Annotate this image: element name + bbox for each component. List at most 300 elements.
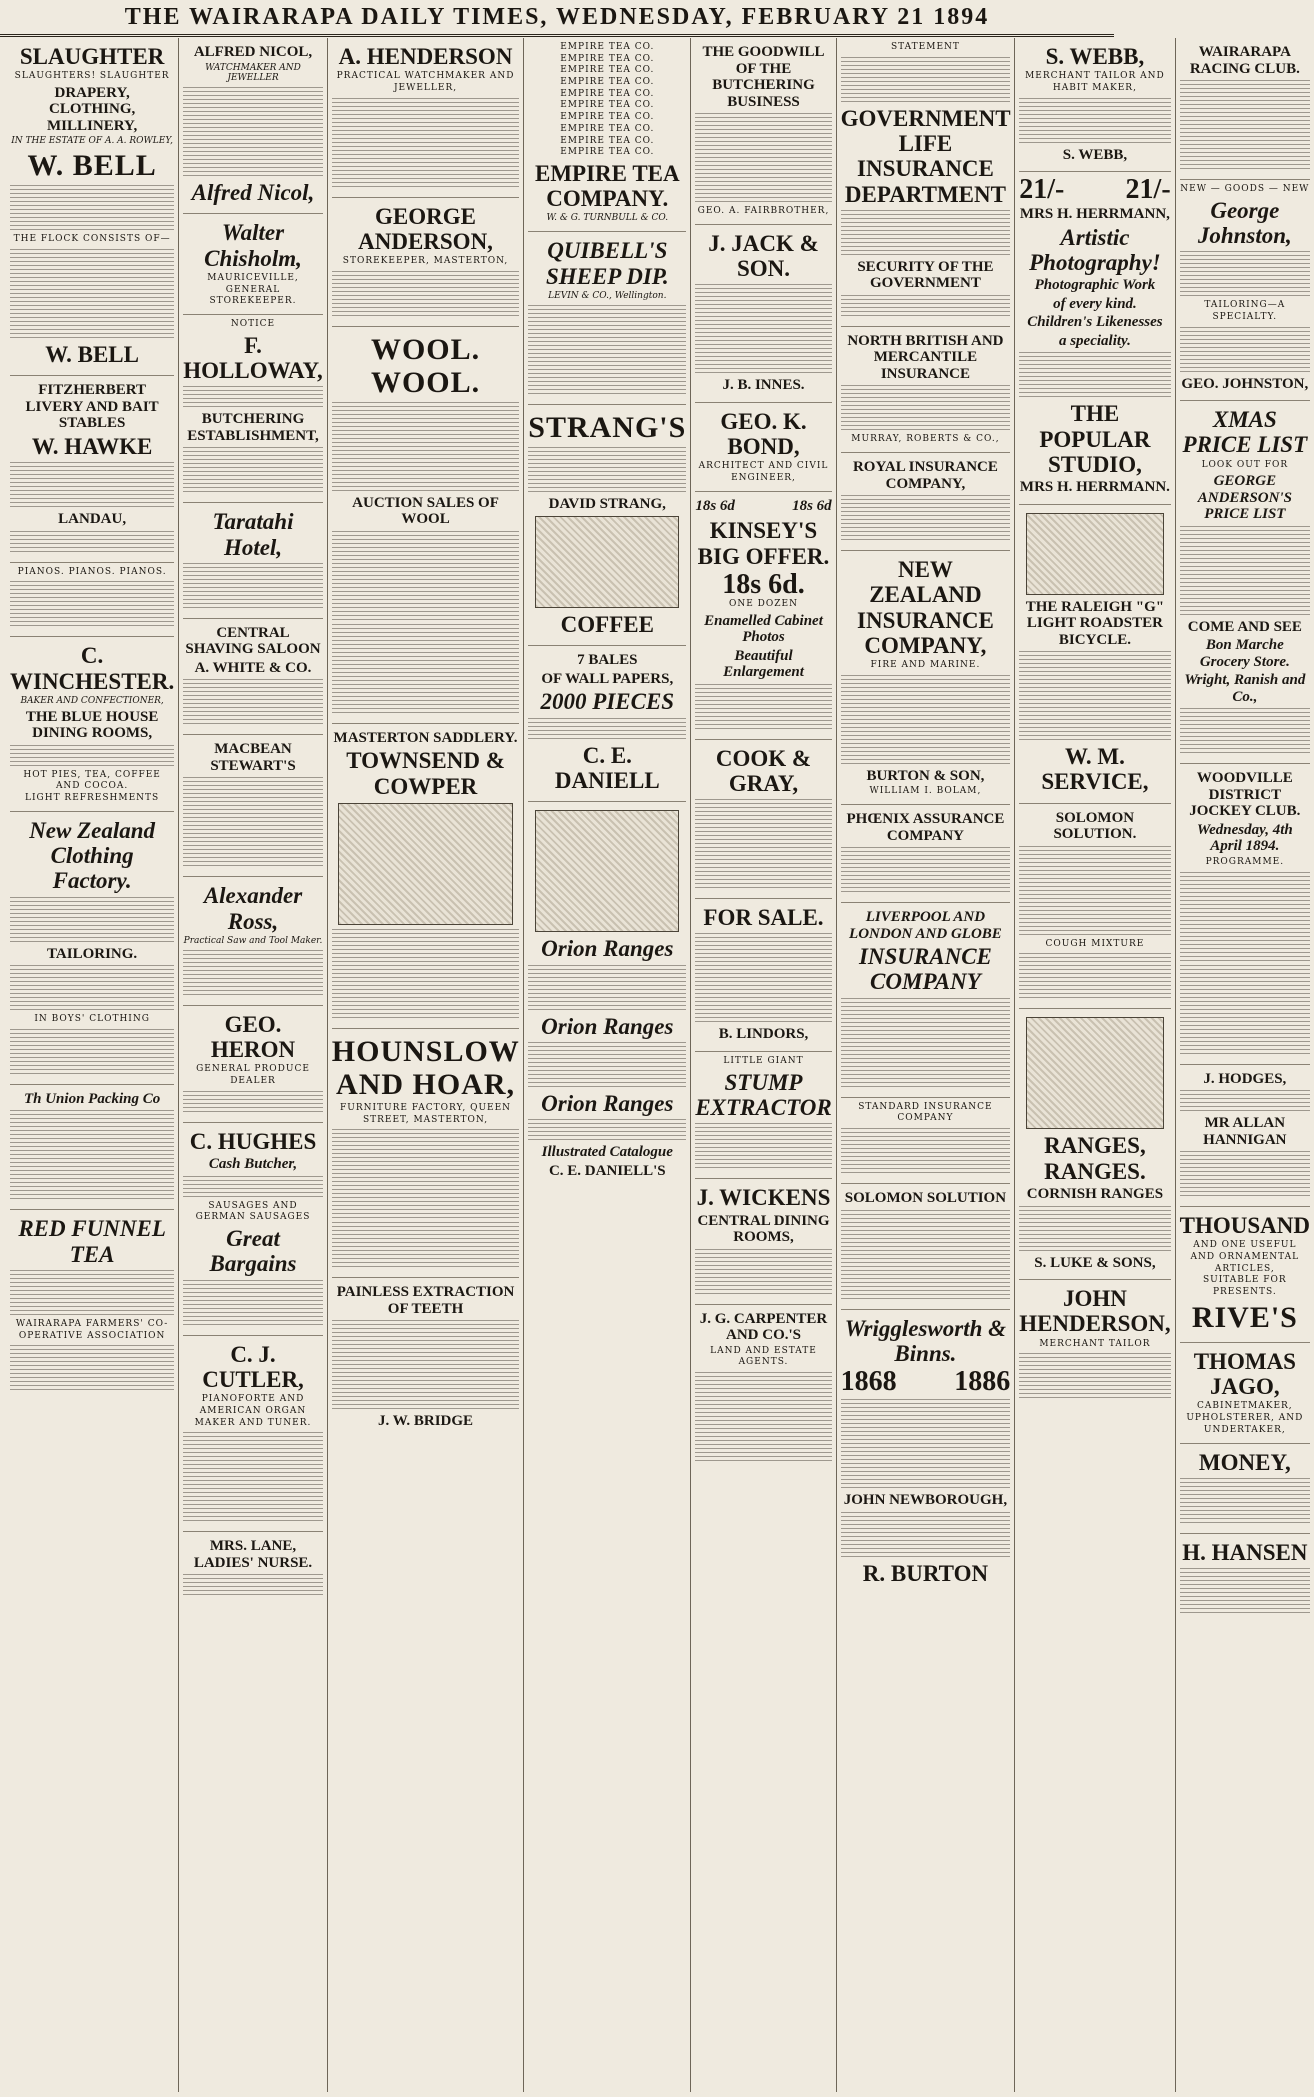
wickens-ad (695, 1179, 831, 1304)
strangs-heading: STRANG'S (528, 410, 687, 444)
range-ad (528, 802, 686, 1187)
flock-heading: THE FLOCK CONSISTS OF— (13, 234, 171, 245)
range-illustration (535, 810, 679, 932)
saddle-illustration (338, 803, 513, 925)
bond-ad (695, 403, 831, 492)
empire-sub: W. & G. TURNBULL & CO. (546, 213, 669, 224)
ad-text (841, 57, 1011, 103)
ad-text (1019, 1206, 1170, 1252)
nicol-signature: Alfred Nicol, (191, 180, 315, 206)
ad-text (183, 447, 323, 493)
column-3 (328, 38, 525, 2092)
enlargement-heading: Beautiful Enlargement (723, 647, 804, 681)
john-henderson-ad (1019, 1280, 1170, 1408)
painless-heading: PAINLESS EXTRACTION OF TEETH (336, 1284, 515, 1317)
ad-text (528, 1042, 686, 1088)
ad-text (183, 950, 323, 996)
liverpool-ad (841, 903, 1011, 1098)
auction-heading: AUCTION SALES OF WOOL (352, 494, 499, 528)
chisholm-sub: MAURICEVILLE, GENERAL STOREKEEPER. (207, 272, 299, 307)
cutler-sub: PIANOFORTE AND AMERICAN ORGAN MAKER AND TUNER. (194, 1394, 312, 1428)
phoenix-ad (841, 805, 1011, 903)
money-heading: MONEY, (1198, 1449, 1291, 1475)
goodwill-heading: THE GOODWILL OF THE BUTCHERING BUSINESS (702, 44, 825, 110)
stables-heading: FITZHERBERT LIVERY AND BAIT STABLES (25, 382, 159, 432)
light-line: LIGHT REFRESHMENTS (25, 793, 160, 804)
ad-text (841, 385, 1011, 431)
hodges-ad (1180, 1065, 1310, 1208)
herrmann-name-2: MRS H. HERRMANN. (1019, 479, 1170, 496)
w-bell-name: W. BELL (27, 149, 157, 183)
winchester-name: C. WINCHESTER. (10, 643, 175, 694)
ad-text (332, 1129, 520, 1219)
cutler-name: C. J. CUTLER, (202, 1341, 304, 1392)
union-ad (10, 1085, 174, 1211)
bond-name: GEO. K. BOND, (720, 408, 807, 460)
townsend-name: TOWNSEND & COWPER (346, 748, 505, 799)
wright-heading: Wright, Ranish and Co., (1184, 672, 1306, 705)
bon-marche-heading: Bon Marche Grocery Store. (1199, 637, 1290, 670)
heron-sub: GENERAL PRODUCE DEALER (196, 1064, 310, 1087)
ad-text (1180, 1568, 1310, 1614)
little-giant: LITTLE GIANT (723, 1055, 804, 1066)
hughes-name: C. HUGHES (189, 1128, 317, 1154)
bargains-heading: Great Bargains (209, 1225, 297, 1277)
stump-heading: STUMP EXTRACTOR (695, 1069, 832, 1120)
farmers-line: WAIRARAPA FARMERS' CO-OPERATIVE ASSOCIATION (15, 1318, 169, 1341)
cutler-ad (183, 1336, 323, 1533)
ad-text (841, 1210, 1011, 1300)
geo-johnston-name: GEO. JOHNSTON, (1181, 375, 1309, 392)
dentist-ad (332, 1278, 520, 1438)
price-row (695, 496, 831, 517)
ad-text (10, 581, 174, 627)
ad-text (1180, 80, 1310, 170)
ad-text (332, 1222, 520, 1268)
ad-text (695, 684, 831, 730)
ad-text (695, 113, 831, 203)
ad-text (332, 98, 520, 188)
ad-text (10, 1110, 174, 1200)
cohen-name: A. WHITE & CO. (194, 659, 312, 676)
newspaper-title: THE WAIRARAPA DAILY TIMES, WEDNESDAY, FEBRUARY 21 1894 (124, 4, 990, 30)
bond-sub: ARCHITECT AND CIVIL ENGINEER, (698, 461, 829, 484)
webb-name: S. WEBB, (1045, 44, 1145, 69)
webb-sub: MERCHANT TAILOR AND HABIT MAKER, (1025, 71, 1165, 93)
empire-line-7: EMPIRE TEA CO. (560, 112, 655, 123)
new-goods-heading: NEW — GOODS — NEW (1180, 184, 1310, 194)
ad-text (10, 1029, 174, 1075)
hughes-ad (183, 1123, 323, 1336)
bicycle-illustration (1026, 513, 1164, 595)
standard-ad (841, 1098, 1011, 1184)
racing-ad (1180, 38, 1310, 180)
ad-text (332, 402, 520, 492)
ad-text (1180, 965, 1310, 1055)
hodges-name: J. HODGES, (1203, 1070, 1287, 1087)
jago-name: THOMAS JAGO, (1193, 1348, 1296, 1400)
north-british-ad (841, 327, 1011, 453)
ad-text (10, 965, 174, 1011)
column-2 (179, 38, 328, 2092)
money-ad (1180, 1444, 1310, 1534)
clothing-heading: New Zealand Clothing Factory. (29, 817, 156, 894)
ad-text (183, 1091, 323, 1113)
saddlery-heading: MASTERTON SADDLERY. (333, 729, 518, 746)
xmas-ad (1180, 401, 1310, 764)
ad-text (841, 210, 1011, 256)
cook-gray-ad (695, 740, 831, 900)
solomon-ad (1019, 804, 1170, 1010)
ad-text (183, 563, 323, 609)
ad-text (1180, 251, 1310, 297)
ad-text (841, 1399, 1011, 1489)
ad-text (10, 531, 174, 553)
empire-line-10: EMPIRE TEA CO. (560, 147, 655, 158)
security-heading: SECURITY OF THE GOVERNMENT (857, 258, 994, 292)
drapery-heading: DRAPERY, CLOTHING, MILLINERY, (47, 84, 138, 134)
popular-heading: THE POPULAR STUDIO, (1039, 401, 1151, 477)
winchester-ad (10, 637, 174, 811)
ad-text (528, 1119, 686, 1141)
raleigh-heading: THE RALEIGH "G" LIGHT ROADSTER BICYCLE. (1025, 598, 1165, 648)
baker-sub: BAKER AND CONFECTIONER, (20, 695, 164, 706)
presents-heading: SUITABLE FOR PRESENTS. (1202, 1275, 1287, 1298)
ad-text (841, 675, 1011, 765)
empire-heading: EMPIRE TEA COMPANY. (534, 160, 680, 212)
year-left: 1868 (840, 1366, 897, 1398)
david-strang: DAVID STRANG, (548, 495, 666, 512)
ad-text (528, 718, 686, 740)
webb-name-2: S. WEBB, (1062, 146, 1128, 163)
ad-text (1180, 1090, 1310, 1112)
johnston-name: George Johnston, (1197, 197, 1292, 248)
strangs-ad (528, 405, 686, 647)
empire-line-6: EMPIRE TEA CO. (560, 100, 655, 111)
carpenter-ad (695, 1305, 831, 1471)
central-heading: CENTRAL DINING ROOMS, (697, 1212, 830, 1245)
column-5 (691, 38, 836, 2092)
heron-ad (183, 1006, 323, 1123)
ad-text (695, 799, 831, 889)
fire-marine: FIRE AND MARINE. (870, 660, 981, 671)
articles-heading: AND ONE USEFUL AND ORNAMENTAL ARTICLES, (1190, 1240, 1300, 1274)
ad-text (1180, 872, 1310, 962)
henderson-name: A. HENDERSON (338, 44, 513, 69)
macbean-heading: MACBEAN STEWART'S (210, 741, 296, 774)
henderson-ad (332, 38, 520, 198)
stables-ad (10, 376, 174, 562)
empire-line-1: EMPIRE TEA CO. (560, 42, 655, 52)
holloway-ad (183, 315, 323, 503)
price-left: 21/- (1019, 174, 1065, 206)
standard-heading: STANDARD INSURANCE COMPANY (858, 1101, 993, 1124)
fairbrother-name: GEO. A. FAIRBROTHER, (697, 206, 830, 216)
hounslow-sub: FURNITURE FACTORY, QUEEN STREET, MASTERTON, (340, 1103, 512, 1125)
cough-heading: COUGH MIXTURE (1045, 938, 1145, 949)
hughes-sub: Cash Butcher, (208, 1156, 298, 1173)
wallpaper-heading: OF WALL PAPERS, (541, 670, 674, 687)
ad-text (1019, 98, 1170, 144)
stump-ad (695, 1052, 831, 1179)
thousand-heading: THOUSAND (1179, 1213, 1311, 1239)
slaughter-sub: SLAUGHTERS! SLAUGHTER (14, 71, 170, 82)
murray-name: MURRAY, ROBERTS & CO., (851, 434, 1000, 445)
anderson-list-heading: GEORGE ANDERSON'S PRICE LIST (1197, 473, 1292, 523)
price-right: 18s 6d (792, 497, 832, 514)
clothing-ad (10, 812, 174, 1085)
ad-text (841, 847, 1011, 893)
ad-text (695, 284, 831, 374)
hawke-name: W. HAWKE (31, 433, 153, 459)
merchant-tailor: MERCHANT TAILOR (1039, 1338, 1151, 1349)
ross-sub: Practical Saw and Tool Maker. (183, 936, 323, 947)
anderson-name: GEORGE ANDERSON, (358, 203, 493, 254)
catalogue-heading: Illustrated Catalogue (541, 1144, 673, 1161)
royal-heading: ROYAL INSURANCE COMPANY, (852, 459, 998, 492)
ad-text (1019, 953, 1170, 999)
ad-text (183, 1432, 323, 1522)
for-sale-ad (695, 899, 831, 1052)
cornish-ad (1019, 1009, 1170, 1280)
column-4 (524, 38, 691, 2092)
shaving-ad (183, 619, 323, 736)
kinsey-ad (695, 492, 831, 740)
bales-heading: 7 BALES (577, 652, 638, 669)
chisholm-name: Walter Chisholm, (204, 220, 302, 271)
ad-text (332, 624, 520, 714)
children-heading: Children's Likenesses (1027, 314, 1163, 331)
empire-line-5: EMPIRE TEA CO. (560, 88, 655, 99)
chisholm-ad (183, 214, 323, 315)
w-bell-name-2: W. BELL (45, 341, 139, 367)
lane-ad (183, 1532, 323, 1605)
taratahi-name: Taratahi Hotel, (212, 509, 294, 560)
column-7 (1015, 38, 1175, 2092)
ad-text (1180, 526, 1310, 616)
orion-heading-3: Orion Ranges (541, 1090, 674, 1116)
jack-name: J. JACK & SON. (708, 230, 819, 281)
bicycle-ad (1019, 505, 1170, 804)
empire-line-9: EMPIRE TEA CO. (560, 135, 655, 146)
year-row (841, 1368, 1011, 1396)
anderson-sub: STOREKEEPER, MASTERTON, (342, 256, 509, 267)
quibells-heading: QUIBELL'S SHEEP DIP. (545, 238, 669, 289)
govt-life-heading: GOVERNMENT LIFE INSURANCE DEPARTMENT (840, 105, 1011, 207)
coffee-heading: COFFEE (560, 612, 654, 638)
ad-text (1180, 327, 1310, 373)
speciality-heading: a speciality. (1058, 332, 1131, 349)
hounslow-name: HOUNSLOW AND HOAR, (331, 1035, 520, 1102)
jack-ad (695, 225, 831, 403)
column-8 (1176, 38, 1314, 2092)
ad-text (332, 271, 520, 317)
innes-name: J. B. INNES. (722, 377, 805, 394)
photo-heading: Photographic Work (1034, 277, 1156, 294)
levin-line: LEVIN & CO., Wellington. (548, 290, 667, 301)
saddlery-ad (332, 724, 520, 1029)
john-henderson-name: JOHN HENDERSON, (1019, 1286, 1171, 1337)
ad-text (695, 1372, 831, 1462)
daniell-name-2: C. E. DANIELL'S (548, 1162, 666, 1179)
ad-text (10, 1270, 174, 1316)
racing-heading: WAIRARAPA RACING CLUB. (1189, 44, 1300, 77)
orion-heading-2: Orion Ranges (541, 1013, 674, 1039)
wool-ad (332, 327, 520, 724)
service-name: W. M. SERVICE, (1041, 744, 1149, 795)
column-6 (837, 38, 1016, 2092)
wrigglesworth-ad (841, 1310, 1011, 1594)
red-funnel-ad (10, 1210, 174, 1400)
phoenix-heading: PHŒNIX ASSURANCE COMPANY (846, 811, 1005, 844)
lindors-name: B. LINDORS, (718, 1026, 809, 1043)
newspaper-columns (6, 38, 1311, 2092)
look-out: LOOK OUT FOR (1201, 459, 1289, 470)
ross-ad (183, 877, 323, 1005)
ad-text (695, 1123, 831, 1169)
ad-text (695, 1249, 831, 1295)
ad-text (10, 1345, 174, 1391)
kinsey-price: 18s 6d. (722, 568, 805, 600)
cornish-heading: CORNISH RANGES (1026, 1186, 1164, 1203)
webb-ad (1019, 38, 1170, 172)
burton-name: BURTON & SON, (866, 767, 985, 784)
programme-heading: PROGRAMME. (1205, 856, 1285, 867)
bridge-name: J. W. BRIDGE (378, 1413, 474, 1430)
ad-text (10, 249, 174, 339)
one-dozen: ONE DOZEN (729, 598, 798, 609)
ad-text (10, 462, 174, 508)
insurance-heading: INSURANCE COMPANY (858, 944, 992, 995)
ad-text (183, 679, 323, 725)
pianos-heading: PIANOS. PIANOS. PIANOS. (17, 566, 167, 577)
pies-line: HOT PIES, TEA, COFFEE AND COCOA. (23, 769, 161, 792)
ad-text (841, 295, 1011, 317)
empire-tea-ad (528, 38, 686, 232)
nicol-sub: WATCHMAKER AND JEWELLER (205, 62, 301, 84)
hannigan-name: MR ALLAN HANNIGAN (1203, 1115, 1287, 1148)
tailoring-line: TAILORING—A SPECIALTY. (1204, 300, 1286, 322)
jockey-club-ad (1180, 764, 1310, 1064)
solomon-heading-2: SOLOMON SOLUTION. (1053, 809, 1137, 843)
macbean-ad (183, 735, 323, 877)
butchering-heading: BUTCHERING ESTABLISHMENT, (187, 411, 319, 444)
r-burton-name: R. BURTON (862, 1560, 989, 1586)
empire-line-4: EMPIRE TEA CO. (560, 77, 655, 88)
cook-gray-name: COOK & GRAY, (715, 745, 812, 796)
union-heading: Th Union Packing Co (23, 1090, 161, 1107)
herrmann-price-row (1019, 176, 1170, 204)
carpenter-name: J. G. CARPENTER AND CO.'S (699, 1310, 828, 1343)
rive-name: RIVE'S (1191, 1300, 1298, 1334)
estate-agents: LAND AND ESTATE AGENTS. (710, 1345, 817, 1368)
slaughter-ad (10, 38, 174, 376)
holloway-name: F. HOLLOWAY, (183, 332, 323, 384)
ad-text (1019, 1353, 1170, 1399)
wool-heading: WOOL. WOOL. (370, 332, 481, 399)
notice-heading: NOTICE (230, 319, 276, 330)
club-date: Wednesday, 4th April 1894. (1196, 821, 1293, 855)
xmas-heading: XMAS PRICE LIST (1182, 407, 1308, 458)
sausages-line: SAUSAGES AND GERMAN SAUSAGES (195, 1200, 311, 1223)
nz-insurance-ad (841, 551, 1011, 805)
for-sale-heading: FOR SALE. (703, 905, 824, 931)
ad-text (183, 87, 323, 177)
ad-text (528, 965, 686, 1011)
ad-text (1180, 1151, 1310, 1197)
shaving-heading: CENTRAL SHAVING SALOON (185, 624, 321, 658)
ad-text (1180, 1478, 1310, 1524)
artistic-heading: Artistic Photography! (1029, 224, 1161, 275)
price-left: 18s 6d (695, 497, 735, 514)
herrmann-ad (1019, 172, 1170, 504)
blue-house-heading: THE BLUE HOUSE DINING ROOMS, (25, 708, 159, 742)
ross-name: Alexander Ross, (203, 883, 303, 934)
pieces-heading: 2000 PIECES (540, 689, 675, 715)
ad-text (183, 1574, 323, 1596)
statement-heading: STATEMENT (890, 42, 960, 52)
tailoring-heading: TAILORING. (47, 945, 138, 962)
wrigglesworth-heading: Wrigglesworth & Binns. (844, 1315, 1007, 1366)
daniell-name: C. E. DANIELL (554, 742, 660, 794)
nicol-name: ALFRED NICOL, (193, 44, 313, 60)
ad-text (10, 185, 174, 231)
luke-name: S. LUKE & SONS, (1034, 1254, 1156, 1271)
wickens-name: J. WICKENS (696, 1185, 831, 1211)
ad-text (528, 447, 686, 493)
ad-text (183, 1176, 323, 1198)
liverpool-heading: LIVERPOOL AND LONDON AND GLOBE (849, 909, 1002, 942)
taratahi-ad (183, 503, 323, 619)
hansen-ad (1180, 1534, 1310, 1623)
herrmann-name: MRS H. HERRMANN, (1019, 206, 1170, 223)
hounslow-ad (332, 1029, 520, 1278)
anderson-ad (332, 198, 520, 327)
ad-text (528, 305, 686, 395)
price-right: 21/- (1125, 174, 1171, 206)
govt-life-ad (841, 38, 1011, 327)
solomon-heading: SOLOMON SOLUTION (844, 1190, 1007, 1207)
ad-text (1019, 651, 1170, 741)
goodwill-ad (695, 38, 831, 225)
solomon-solution-ad (841, 1184, 1011, 1310)
boys-heading: IN BOYS' CLOTHING (34, 1014, 150, 1025)
empire-line-3: EMPIRE TEA CO. (560, 65, 655, 76)
empire-line-8: EMPIRE TEA CO. (560, 123, 655, 134)
ad-text (1180, 708, 1310, 754)
ad-text (695, 933, 831, 1023)
ad-text (183, 1280, 323, 1326)
ad-text (332, 531, 520, 621)
ad-text (841, 495, 1011, 541)
slaughter-heading: SLAUGHTER (19, 44, 165, 69)
year-right: 1886 (954, 1366, 1011, 1398)
royal-ad (841, 453, 1011, 551)
nz-insurance-heading: NEW ZEALAND INSURANCE COMPANY, (857, 557, 994, 658)
ad-text (332, 929, 520, 1019)
jago-ad (1180, 1343, 1310, 1444)
ad-text (841, 1512, 1011, 1558)
estate-line: IN THE ESTATE OF A. A. ROWLEY, (11, 136, 173, 147)
rive-ad (1180, 1207, 1310, 1343)
north-british-heading: NORTH BRITISH AND MERCANTILE INSURANCE (847, 332, 1004, 382)
empire-line-2: EMPIRE TEA CO. (560, 53, 655, 64)
pianos-ad (10, 563, 174, 638)
ad-text (183, 777, 323, 867)
bolam-name: WILLIAM I. BOLAM, (869, 786, 982, 797)
ad-text (183, 386, 323, 408)
sheep-dip-ad (528, 232, 686, 404)
